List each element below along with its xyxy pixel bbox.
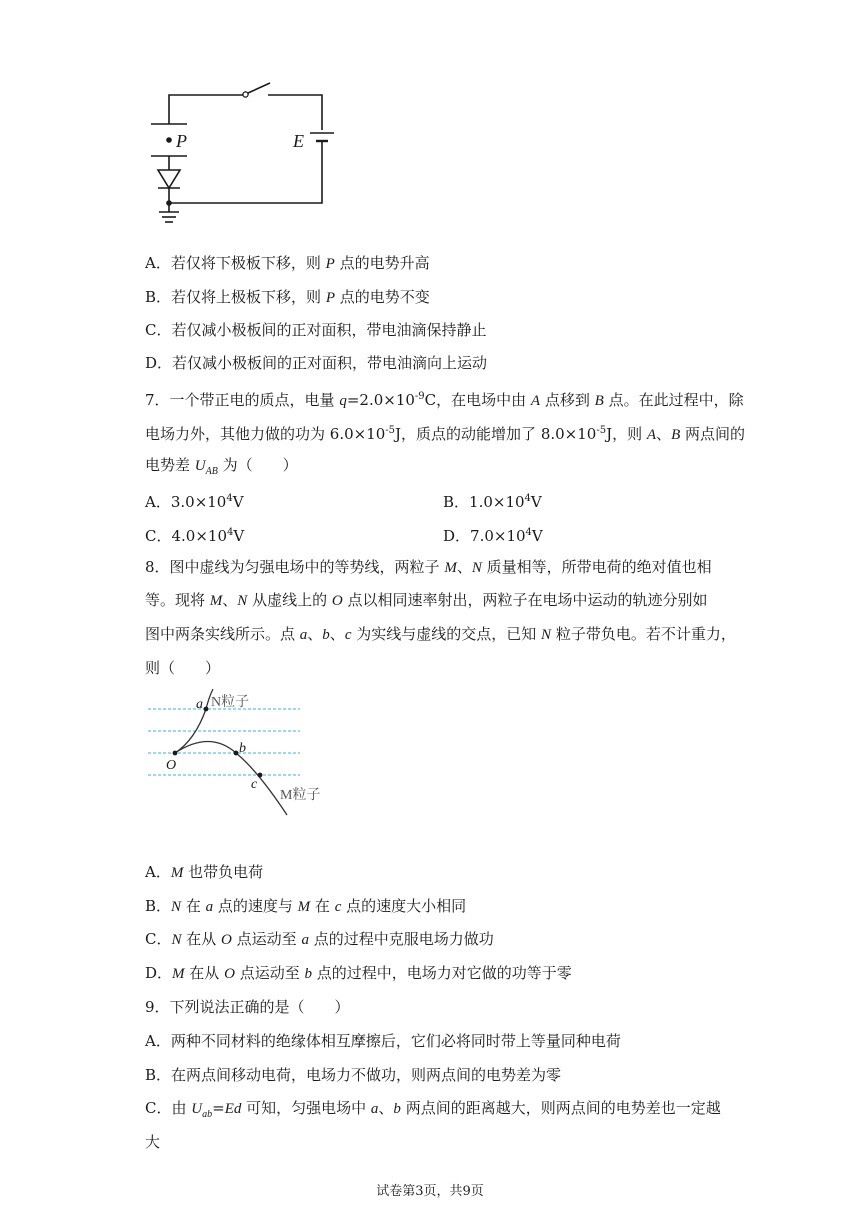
q8-option-b: B．N 在 a 点的速度与 M 在 c 点的速度大小相同 bbox=[145, 897, 467, 915]
q7-stem-line1: 7．一个带正电的质点，电量 $q=2.0\times 10^{-9}C$，在电场中由 A 点移到 B 点。在此过程中，除 bbox=[145, 391, 744, 409]
field-trajectory-figure bbox=[140, 685, 340, 820]
q8-stem-line2: 等。现将 M、N 从虚线上的 O 点以相同速率射出，两粒子在电场中运动的轨迹分别如 bbox=[145, 591, 708, 609]
q9-option-c: C．由 $U_{ab}=Ed$ 可知，匀强电场中 a、b 两点间的距离越大，则两点间的电势差也一定越 bbox=[145, 1099, 721, 1120]
q6-option-d: D．若仅减小极板间的正对面积，带电油滴向上运动 bbox=[145, 354, 488, 372]
q9-option-c-continued: 大 bbox=[145, 1133, 161, 1151]
q6-option-c: C．若仅减小极板间的正对面积，带电油滴保持静止 bbox=[145, 321, 487, 339]
q7-option-d: D．$7.0\times 10^4V$ bbox=[443, 527, 543, 545]
q6-option-b: B．若仅将上极板下移，则 P 点的电势不变 bbox=[145, 288, 430, 306]
q7-stem-line3: 电势差 $U_{AB}$ 为（ ） bbox=[145, 456, 298, 477]
capacitor-circuit-figure bbox=[140, 78, 340, 236]
point-c-label: c bbox=[251, 777, 258, 792]
q7-stem-line2: 电场力外，其他力做的功为 $6.0\times 10^{-5}J$，质点的动能增加了 $8.0\times 10^{-5}J$，则 A、B 两点间的 bbox=[145, 425, 746, 443]
q9-stem: 9．下列说法正确的是（ ） bbox=[145, 998, 350, 1016]
m-particle-label: M粒子 bbox=[280, 788, 321, 803]
q8-option-c: C．N 在从 O 点运动至 a 点的过程中克服电场力做功 bbox=[145, 930, 494, 948]
q8-stem-line4: 则（ ） bbox=[145, 659, 221, 677]
q9-option-b: B．在两点间移动电荷，电场力不做功，则两点间的电势差为零 bbox=[145, 1066, 562, 1084]
q8-option-d: D．M 在从 O 点运动至 b 点的过程中，电场力对它做的功等于零 bbox=[145, 964, 572, 982]
q7-option-a: A．$3.0\times 10^4V$ bbox=[145, 493, 244, 511]
q7-option-b: B．$1.0\times 10^4V$ bbox=[443, 493, 542, 511]
point-a-label: a bbox=[196, 697, 203, 712]
q8-stem-line3: 图中两条实线所示。点 a、b、c 为实线与虚线的交点，已知 N 粒子带负电。若不计重力， bbox=[145, 625, 736, 643]
q8-option-a: A．M 也带负电荷 bbox=[145, 863, 264, 881]
point-o-label: O bbox=[166, 758, 177, 773]
q9-option-a: A．两种不同材料的绝缘体相互摩擦后，它们必将同时带上等量同种电荷 bbox=[145, 1032, 621, 1050]
point-p-label: P bbox=[176, 131, 187, 151]
q7-option-c: C．$4.0\times 10^4V$ bbox=[145, 527, 245, 545]
point-b-label: b bbox=[239, 741, 246, 756]
emf-label: E bbox=[293, 131, 304, 151]
n-particle-label: N粒子 bbox=[211, 695, 250, 710]
q6-option-a: A．若仅将下极板下移，则 P 点的电势升高 bbox=[145, 254, 430, 272]
q8-stem-line1: 8．图中虚线为匀强电场中的等势线，两粒子 M、N 质量相等，所带电荷的绝对值也相 bbox=[145, 558, 712, 576]
page-footer: 试卷第3页，共9页 bbox=[376, 1184, 484, 1199]
